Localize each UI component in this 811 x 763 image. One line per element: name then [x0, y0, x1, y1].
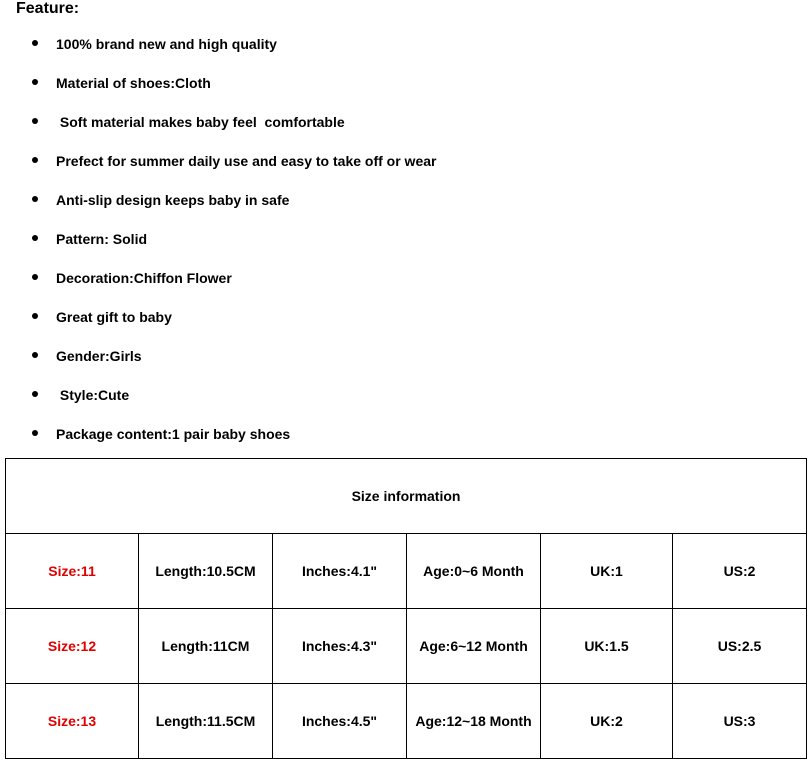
feature-item	[0, 33, 600, 72]
feature-text: Package content:1 pair baby shoes	[56, 426, 291, 442]
bullet-icon	[32, 196, 38, 202]
bullet-icon	[32, 352, 38, 358]
feature-item	[0, 423, 600, 462]
bullet-icon	[32, 235, 38, 241]
feature-text: Gender:Girls	[56, 348, 142, 364]
uk-cell: UK:1.5	[541, 609, 673, 684]
feature-item	[0, 189, 600, 228]
size-cell: Size:12	[6, 609, 139, 684]
feature-item	[0, 306, 600, 345]
feature-text: Prefect for summer daily use and easy to take off or wear	[56, 153, 437, 169]
feature-item	[0, 384, 600, 423]
table-row	[6, 609, 807, 684]
feature-text: Material of shoes:Cloth	[56, 75, 211, 91]
size-cell: Size:13	[6, 684, 139, 759]
inches-cell: Inches:4.3"	[273, 609, 407, 684]
feature-text: 100% brand new and high quality	[56, 36, 277, 52]
feature-item	[0, 267, 600, 306]
feature-text: Soft material makes baby feel comfortable	[56, 114, 345, 130]
length-cell: Length:11.5CM	[139, 684, 273, 759]
feature-item	[0, 228, 600, 267]
bullet-icon	[32, 118, 38, 124]
feature-list	[0, 33, 600, 462]
feature-item	[0, 345, 600, 384]
table-row	[6, 684, 807, 759]
age-cell: Age:12~18 Month	[407, 684, 541, 759]
feature-item	[0, 72, 600, 111]
bullet-icon	[32, 274, 38, 280]
bullet-icon	[32, 79, 38, 85]
size-cell: Size:11	[6, 534, 139, 609]
feature-text: Style:Cute	[56, 387, 130, 403]
feature-item	[0, 111, 600, 150]
length-cell: Length:10.5CM	[139, 534, 273, 609]
us-cell: US:3	[673, 684, 807, 759]
uk-cell: UK:2	[541, 684, 673, 759]
feature-text: Anti-slip design keeps baby in safe	[56, 192, 290, 208]
uk-cell: UK:1	[541, 534, 673, 609]
table-row	[6, 534, 807, 609]
inches-cell: Inches:4.1"	[273, 534, 407, 609]
feature-text: Great gift to baby	[56, 309, 172, 325]
size-table-header: Size information	[6, 459, 807, 534]
us-cell: US:2.5	[673, 609, 807, 684]
feature-text: Pattern: Solid	[56, 231, 148, 247]
size-table-header-row	[6, 459, 807, 534]
bullet-icon	[32, 313, 38, 319]
bullet-icon	[32, 40, 38, 46]
us-cell: US:2	[673, 534, 807, 609]
bullet-icon	[32, 430, 38, 436]
inches-cell: Inches:4.5"	[273, 684, 407, 759]
bullet-icon	[32, 157, 38, 163]
feature-heading: Feature:	[16, 0, 80, 17]
age-cell: Age:6~12 Month	[407, 609, 541, 684]
bullet-icon	[32, 391, 38, 397]
size-table	[5, 458, 807, 759]
age-cell: Age:0~6 Month	[407, 534, 541, 609]
feature-text: Decoration:Chiffon Flower	[56, 270, 232, 286]
feature-item	[0, 150, 600, 189]
length-cell: Length:11CM	[139, 609, 273, 684]
